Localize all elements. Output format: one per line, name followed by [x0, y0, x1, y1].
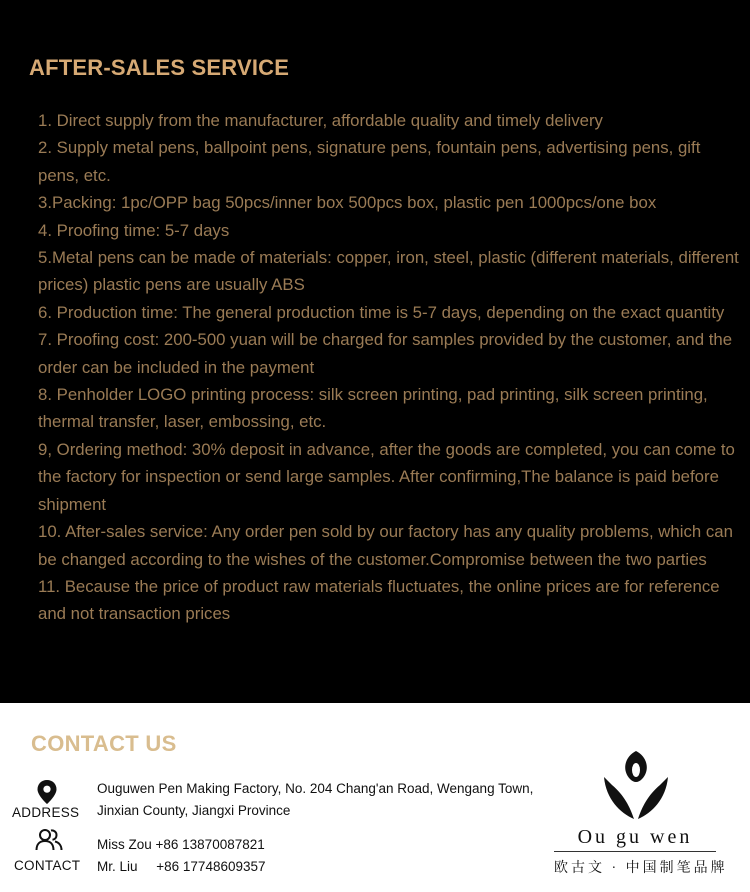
service-term-1: 1. Direct supply from the manufacturer, affordable quality and timely delivery [38, 111, 603, 130]
contact-persons [97, 834, 266, 878]
service-terms-list [38, 107, 740, 628]
address-line-2: Jinxian County, Jiangxi Province [97, 803, 291, 818]
brand-divider [554, 851, 716, 852]
brand-emblem-icon [600, 747, 672, 821]
service-term-11: 11. Because the price of product raw materials fluctuates, the online prices are for reference and not transaction prices [38, 576, 720, 624]
contact-section [0, 703, 750, 892]
brand-logo [554, 747, 738, 887]
contact-label: CONTACT [14, 858, 81, 873]
service-term-4: 4. Proofing time: 5-7 days [38, 220, 230, 240]
service-term-5: 5.Metal pens can be made of materials: copper, iron, steel, plastic (different materials, different prices) plastic pens are usually ABS [38, 248, 739, 295]
after-sales-title: AFTER-SALES SERVICE [29, 55, 290, 80]
contact-title: CONTACT US [31, 731, 177, 756]
location-pin-icon [36, 779, 58, 805]
contact-person-1: Miss Zou +86 13870087821 [97, 837, 265, 852]
service-term-9: 9, Ordering method: 30% deposit in advance, after the goods are completed, you can come to the factory for inspection or send large samples. After confirming,The balance is paid before shipment [38, 439, 735, 514]
address-label: ADDRESS [12, 805, 80, 820]
brand-name: Ou gu wen [577, 826, 693, 848]
service-term-3: 3.Packing: 1pc/OPP bag 50pcs/inner box 500pcs box, plastic pen 1000pcs/one box [38, 193, 657, 213]
address-text [97, 778, 533, 822]
brand-tagline: 欧古文 · 中国制笔品牌 [554, 861, 728, 876]
people-icon [35, 828, 63, 852]
service-term-7: 7. Proofing cost: 200-500 yuan will be charged for samples provided by the customer, and the order can be included in the payment [38, 330, 733, 377]
address-line-1: Ouguwen Pen Making Factory, No. 204 Chang'an Road, Wengang Town, [97, 781, 534, 796]
service-term-10: 10. After-sales service: Any order pen sold by our factory has any quality problems, which can be changed according to the wishes of the customer.Compromise between the two parties [38, 522, 733, 569]
contact-person-2: Mr. Liu +86 17748609357 [97, 859, 266, 874]
service-term-8: 8. Penholder LOGO printing process: silk screen printing, pad printing, silk screen printing, thermal transfer, laser, embossing, etc. [38, 385, 708, 432]
service-term-6: 6. Production time: The general production time is 5-7 days, depending on the exact quantity [38, 302, 725, 322]
service-term-2: 2. Supply metal pens, ballpoint pens, signature pens, fountain pens, advertising pens, gift pens, etc. [38, 138, 701, 185]
